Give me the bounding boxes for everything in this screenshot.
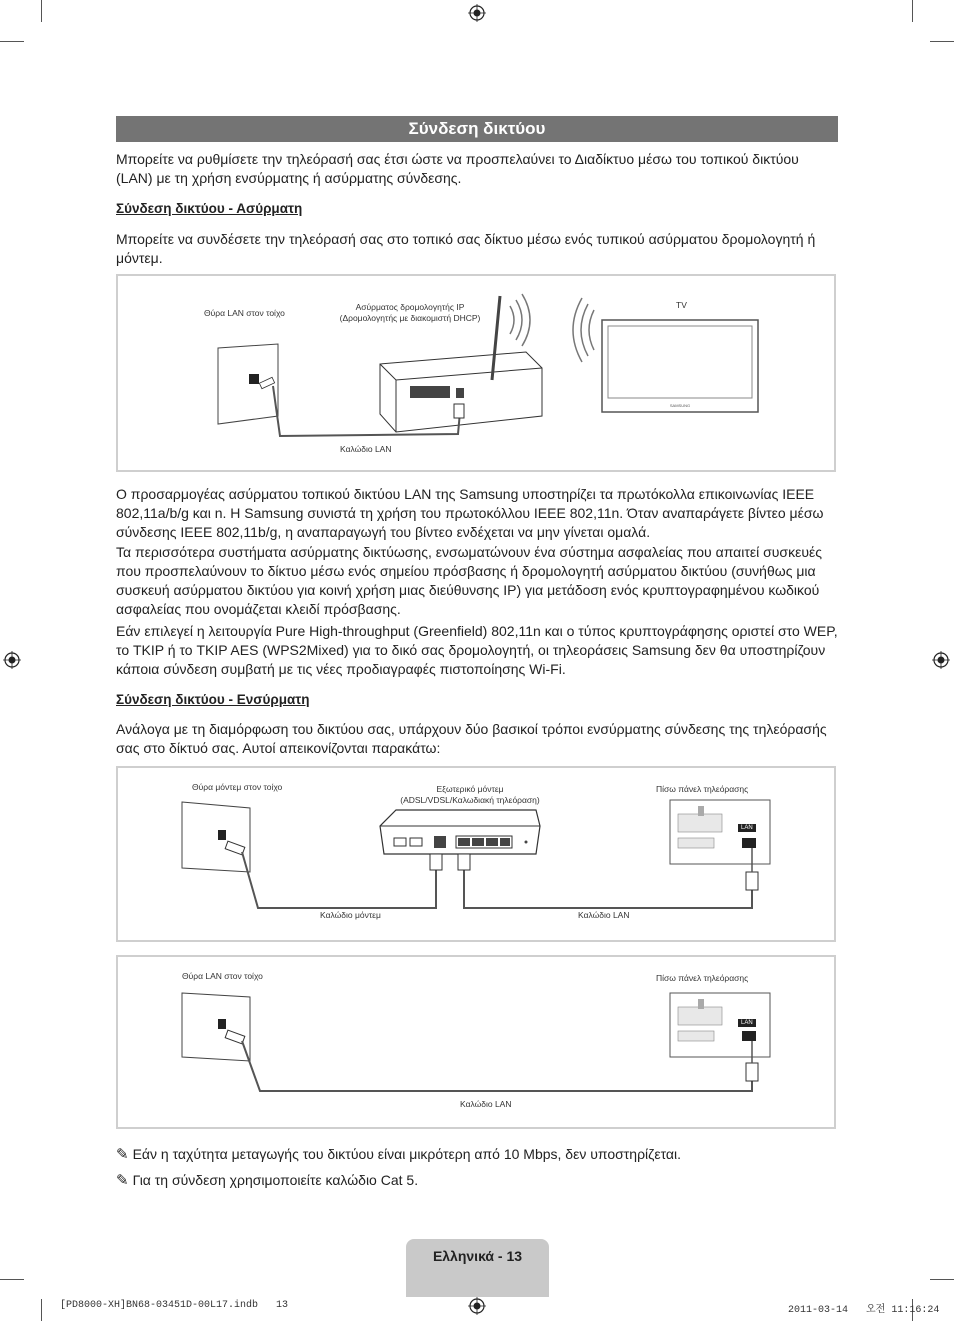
tv-back-panel-label: Πίσω πάνελ τηλεόρασης (656, 784, 749, 794)
crop-mark (41, 0, 42, 22)
external-modem-label-line1: Εξωτερικό μόντεμ (436, 784, 504, 794)
wireless-router-label-line1: Ασύρματος δρομολογητής IP (355, 302, 465, 312)
wall-lan-port-label: Θύρα LAN στον τοίχο (182, 971, 263, 981)
lan-cable-label: Καλώδιο LAN (340, 444, 392, 454)
wireless-heading: Σύνδεση δικτύου - Ασύρματη (116, 201, 303, 216)
note-cable-text: Για τη σύνδεση χρησιμοποιείτε καλώδιο Cat 5. (132, 1172, 419, 1188)
footer-timestamp: 2011-03-14 오전 11:16:24 (788, 1305, 940, 1316)
tv-label: TV (676, 300, 687, 310)
tv-back-panel-label: Πίσω πάνελ τηλεόρασης (656, 973, 749, 983)
registration-mark-icon (932, 651, 950, 669)
wireless-para-2: Τα περισσότερα συστήματα ασύρματης δικτύωσης, ενσωματώνουν ένα σύστημα ασφαλείας που απαιτεί συσκευές που προσπελαύνουν το δίκτυο μέσω ενός σημείου πρόσβασης ή δρομολογητή ασύρματου δικτύου (συνήθως μια συσκευή ασύρματου δικτύου για κοινή χρήση μιας διεύθυνσης IP) για μετάδοση ενός κρυπτογραφημένου κωδικού ασφαλείας που ονομάζεται κλειδί πρόσβασης. (116, 544, 822, 617)
external-modem-label (390, 784, 550, 806)
page-number-tab: Ελληνικά - 13 (406, 1239, 549, 1297)
registration-mark-icon (3, 651, 21, 669)
wired-heading: Σύνδεση δικτύου - Ενσύρματη (116, 692, 310, 707)
section-title: Σύνδεση δικτύου (116, 116, 838, 142)
wall-modem-port-label: Θύρα μόντεμ στον τοίχο (192, 782, 283, 792)
crop-mark (41, 1299, 42, 1321)
footer-file-info: [PD8000-XH]BN68-03451D-00L17.indb 13 (60, 1300, 289, 1311)
wireless-router-label-line2: (Δρομολογητής με διακομιστή DHCP) (339, 313, 481, 323)
wireless-diagram (116, 274, 836, 472)
wireless-router-label (330, 302, 490, 324)
lan-cable-label: Καλώδιο LAN (460, 1099, 512, 1109)
modem-cable-label: Καλώδιο μόντεμ (320, 910, 381, 920)
pencil-icon: ✎ (116, 1171, 129, 1189)
crop-mark (0, 1279, 24, 1280)
crop-mark (912, 0, 913, 22)
wired-text: Ανάλογα με τη διαμόρφωση του δικτύου σας, υπάρχουν δύο βασικοί τρόποι ενσύρματης σύνδεσης της τηλεόρασής σας στο δίκτυό σας. Αυτοί απεικονίζονται παρακάτω: (116, 721, 827, 756)
lan-cable-label: Καλώδιο LAN (578, 910, 630, 920)
wireless-text: Μπορείτε να συνδέσετε την τηλεόρασή σας στο τοπικό σας δίκτυο μέσω ενός τυπικού ασύρματου δρομολογητή ή μόντεμ. (116, 231, 816, 266)
wireless-para-3: Εάν επιλεγεί η λειτουργία Pure High-throughput (Greenfield) 802,11n και ο τύπος κρυπτογράφησης οριστεί στο WEP, το TKIP ή το TKIP AES (WPS2Mixed) για το δικό σας δρομολογητή, οι τηλεοράσεις Samsung δεν θα υποστηρίζουν κάποια σύνδεση συμβατή με τις νέες προδιαγραφές πιστοποίησης Wi-Fi. (116, 623, 838, 677)
registration-mark-icon (468, 4, 486, 22)
pencil-icon: ✎ (116, 1145, 129, 1163)
note-speed-text: Εάν η ταχύτητα μεταγωγής του δικτύου είναι μικρότερη από 10 Mbps, δεν υποστηρίζεται. (132, 1146, 681, 1162)
wall-lan-port-label: Θύρα LAN στον τοίχο (204, 308, 285, 318)
crop-mark (0, 41, 24, 42)
wired-modem-diagram (116, 766, 836, 942)
svg-text:SAMSUNG: SAMSUNG (669, 403, 691, 408)
lan-port-tag: LAN (738, 1019, 756, 1027)
crop-mark (930, 1279, 954, 1280)
intro-text: Μπορείτε να ρυθμίσετε την τηλεόρασή σας έτσι ώστε να προσπελαύνει το Διαδίκτυο μέσω του τοπικού δικτύου (LAN) με τη χρήση ενσύρματης ή ασύρματης σύνδεσης. (116, 151, 799, 186)
wired-lan-diagram (116, 955, 836, 1129)
note-speed (116, 1145, 681, 1163)
lan-port-tag: LAN (738, 824, 756, 832)
note-cable (116, 1171, 418, 1189)
wireless-para-1: Ο προσαρμογέας ασύρματου τοπικού δικτύου LAN της Samsung υποστηρίζει τα πρωτόκολλα επικοινωνίας IEEE 802,11a/b/g και n. Η Samsung συνιστά τη χρήση του πρωτοκόλλου IEEE 802,11n. Όταν αναπαράγετε βίντεο μέσω σύνδεσης IEEE 802,11b/g, η αναπαραγωγή του βίντεο ενδέχεται να μην γίνεται ομαλά. (116, 486, 824, 540)
crop-mark (930, 41, 954, 42)
registration-mark-icon (468, 1297, 486, 1315)
external-modem-label-line2: (ADSL/VDSL/Καλωδιακή τηλεόραση) (400, 795, 540, 805)
